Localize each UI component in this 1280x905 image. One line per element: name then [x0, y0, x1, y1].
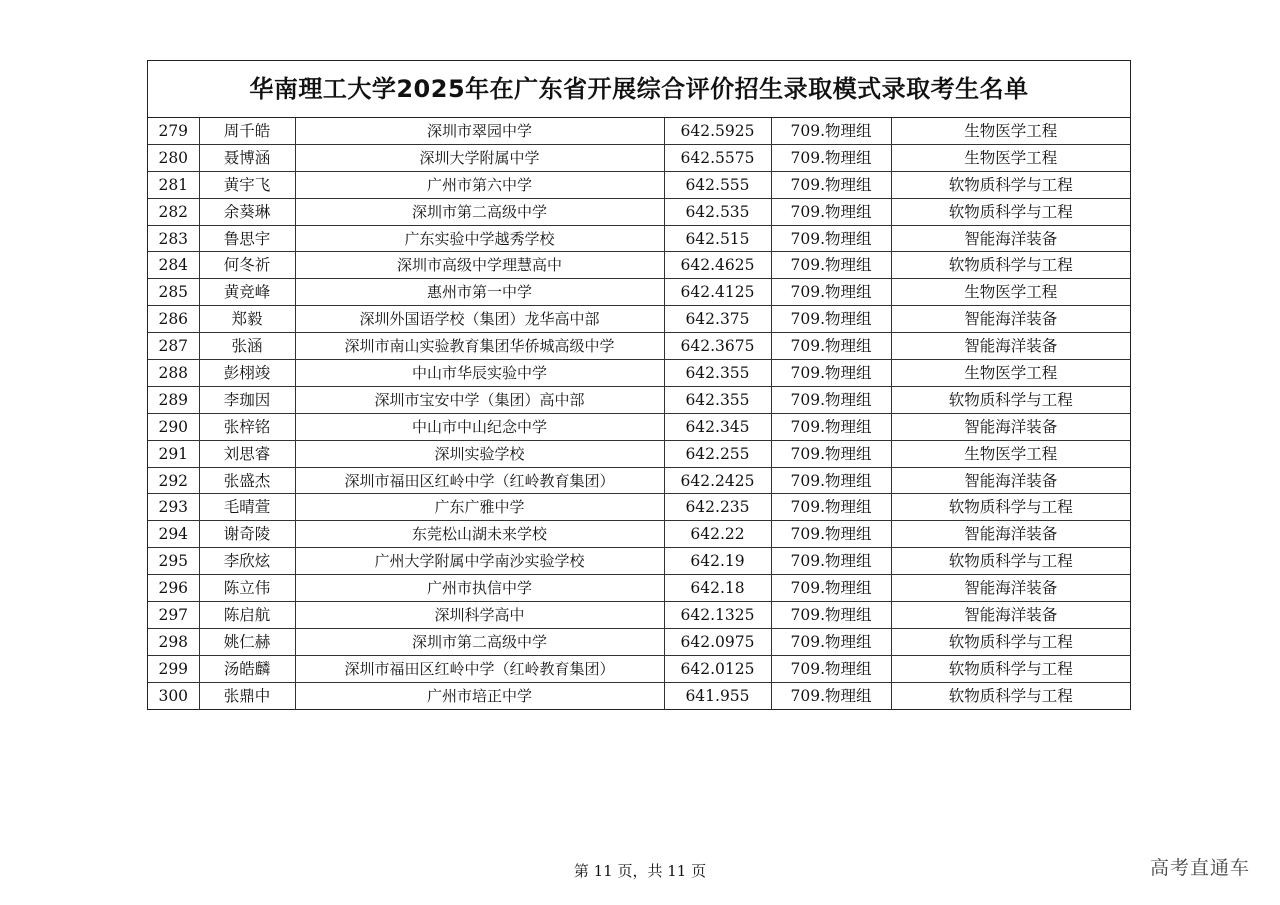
table-row: [148, 306, 1130, 333]
table-row: [148, 360, 1130, 387]
cell-serial-number: 289: [148, 386, 199, 413]
document-title: 华南理工大学2025年在广东省开展综合评价招生录取模式录取考生名单: [148, 61, 1130, 118]
cell-student-name: 谢奇陵: [199, 521, 295, 548]
table-row: [148, 225, 1130, 252]
cell-major: 软物质科学与工程: [891, 655, 1130, 682]
cell-major: 智能海洋装备: [891, 521, 1130, 548]
cell-subject-group: 709.物理组: [771, 682, 891, 708]
page-number-footer: 第 11 页，共 11 页: [573, 862, 707, 880]
cell-school: 深圳市高级中学理慧高中: [295, 252, 664, 279]
cell-student-name: 毛晴萱: [199, 494, 295, 521]
cell-serial-number: 295: [148, 548, 199, 575]
cell-student-name: 李欣炫: [199, 548, 295, 575]
cell-subject-group: 709.物理组: [771, 118, 891, 144]
cell-major: 生物医学工程: [891, 144, 1130, 171]
cell-student-name: 黄竞峰: [199, 279, 295, 306]
cell-major: 智能海洋装备: [891, 333, 1130, 360]
cell-student-name: 彭栩竣: [199, 360, 295, 387]
cell-student-name: 鲁思宇: [199, 225, 295, 252]
cell-subject-group: 709.物理组: [771, 279, 891, 306]
cell-school: 广东实验中学越秀学校: [295, 225, 664, 252]
table-row: [148, 333, 1130, 360]
cell-score: 642.4125: [664, 279, 771, 306]
admission-list-sheet: [147, 60, 1131, 710]
cell-score: 642.235: [664, 494, 771, 521]
cell-score: 642.515: [664, 225, 771, 252]
cell-subject-group: 709.物理组: [771, 386, 891, 413]
cell-subject-group: 709.物理组: [771, 171, 891, 198]
cell-serial-number: 283: [148, 225, 199, 252]
cell-score: 642.1325: [664, 602, 771, 629]
table-row: [148, 440, 1130, 467]
table-row: [148, 655, 1130, 682]
cell-school: 广东广雅中学: [295, 494, 664, 521]
table-row: [148, 252, 1130, 279]
cell-school: 中山市中山纪念中学: [295, 413, 664, 440]
cell-major: 软物质科学与工程: [891, 252, 1130, 279]
cell-subject-group: 709.物理组: [771, 521, 891, 548]
cell-subject-group: 709.物理组: [771, 467, 891, 494]
cell-score: 642.255: [664, 440, 771, 467]
cell-subject-group: 709.物理组: [771, 306, 891, 333]
cell-student-name: 黄宇飞: [199, 171, 295, 198]
table-row: [148, 467, 1130, 494]
cell-score: 642.22: [664, 521, 771, 548]
cell-school: 深圳实验学校: [295, 440, 664, 467]
table-row: [148, 279, 1130, 306]
cell-school: 广州市执信中学: [295, 575, 664, 602]
cell-subject-group: 709.物理组: [771, 413, 891, 440]
cell-student-name: 余葵琳: [199, 198, 295, 225]
table-row: [148, 682, 1130, 708]
cell-subject-group: 709.物理组: [771, 602, 891, 629]
cell-school: 广州市第六中学: [295, 171, 664, 198]
cell-serial-number: 287: [148, 333, 199, 360]
cell-serial-number: 280: [148, 144, 199, 171]
cell-student-name: 陈立伟: [199, 575, 295, 602]
cell-student-name: 何冬祈: [199, 252, 295, 279]
cell-score: 642.375: [664, 306, 771, 333]
cell-student-name: 刘思睿: [199, 440, 295, 467]
table-row: [148, 118, 1130, 144]
cell-school: 深圳市第二高级中学: [295, 198, 664, 225]
cell-school: 深圳大学附属中学: [295, 144, 664, 171]
cell-score: 642.18: [664, 575, 771, 602]
cell-school: 深圳外国语学校（集团）龙华高中部: [295, 306, 664, 333]
cell-student-name: 陈启航: [199, 602, 295, 629]
cell-serial-number: 294: [148, 521, 199, 548]
table-row: [148, 575, 1130, 602]
cell-student-name: 张鼎中: [199, 682, 295, 708]
cell-serial-number: 300: [148, 682, 199, 708]
cell-school: 深圳市南山实验教育集团华侨城高级中学: [295, 333, 664, 360]
cell-serial-number: 291: [148, 440, 199, 467]
cell-score: 642.555: [664, 171, 771, 198]
cell-student-name: 李珈因: [199, 386, 295, 413]
cell-student-name: 张涵: [199, 333, 295, 360]
cell-serial-number: 293: [148, 494, 199, 521]
cell-school: 深圳市宝安中学（集团）高中部: [295, 386, 664, 413]
cell-score: 642.0125: [664, 655, 771, 682]
cell-major: 生物医学工程: [891, 279, 1130, 306]
cell-serial-number: 292: [148, 467, 199, 494]
cell-major: 软物质科学与工程: [891, 198, 1130, 225]
table-body: [148, 118, 1130, 709]
admission-table: [148, 118, 1130, 709]
cell-score: 641.955: [664, 682, 771, 708]
cell-subject-group: 709.物理组: [771, 494, 891, 521]
cell-score: 642.3675: [664, 333, 771, 360]
table-row: [148, 628, 1130, 655]
watermark-logo-text: 高考直通车: [1149, 857, 1250, 879]
table-row: [148, 386, 1130, 413]
cell-major: 智能海洋装备: [891, 306, 1130, 333]
cell-score: 642.2425: [664, 467, 771, 494]
cell-score: 642.355: [664, 386, 771, 413]
cell-subject-group: 709.物理组: [771, 252, 891, 279]
cell-serial-number: 281: [148, 171, 199, 198]
cell-subject-group: 709.物理组: [771, 628, 891, 655]
cell-subject-group: 709.物理组: [771, 548, 891, 575]
cell-school: 深圳科学高中: [295, 602, 664, 629]
cell-subject-group: 709.物理组: [771, 440, 891, 467]
cell-serial-number: 299: [148, 655, 199, 682]
cell-score: 642.5925: [664, 118, 771, 144]
cell-student-name: 周千皓: [199, 118, 295, 144]
cell-serial-number: 290: [148, 413, 199, 440]
cell-score: 642.0975: [664, 628, 771, 655]
cell-serial-number: 285: [148, 279, 199, 306]
cell-serial-number: 286: [148, 306, 199, 333]
cell-school: 中山市华辰实验中学: [295, 360, 664, 387]
cell-subject-group: 709.物理组: [771, 198, 891, 225]
cell-score: 642.345: [664, 413, 771, 440]
table-row: [148, 198, 1130, 225]
cell-subject-group: 709.物理组: [771, 655, 891, 682]
table-row: [148, 521, 1130, 548]
cell-major: 生物医学工程: [891, 118, 1130, 144]
cell-serial-number: 298: [148, 628, 199, 655]
table-row: [148, 494, 1130, 521]
cell-school: 惠州市第一中学: [295, 279, 664, 306]
cell-school: 深圳市翠园中学: [295, 118, 664, 144]
table-row: [148, 548, 1130, 575]
cell-score: 642.535: [664, 198, 771, 225]
cell-school: 广州市培正中学: [295, 682, 664, 708]
cell-major: 软物质科学与工程: [891, 386, 1130, 413]
cell-school: 广州大学附属中学南沙实验学校: [295, 548, 664, 575]
cell-student-name: 郑毅: [199, 306, 295, 333]
table-row: [148, 171, 1130, 198]
cell-subject-group: 709.物理组: [771, 333, 891, 360]
cell-major: 智能海洋装备: [891, 225, 1130, 252]
cell-serial-number: 279: [148, 118, 199, 144]
table-row: [148, 602, 1130, 629]
cell-serial-number: 296: [148, 575, 199, 602]
cell-student-name: 聂博涵: [199, 144, 295, 171]
cell-student-name: 张梓铭: [199, 413, 295, 440]
cell-score: 642.4625: [664, 252, 771, 279]
cell-score: 642.19: [664, 548, 771, 575]
cell-major: 智能海洋装备: [891, 602, 1130, 629]
table-row: [148, 413, 1130, 440]
cell-student-name: 姚仁赫: [199, 628, 295, 655]
cell-score: 642.355: [664, 360, 771, 387]
cell-subject-group: 709.物理组: [771, 575, 891, 602]
cell-serial-number: 284: [148, 252, 199, 279]
cell-major: 智能海洋装备: [891, 467, 1130, 494]
cell-subject-group: 709.物理组: [771, 225, 891, 252]
cell-major: 生物医学工程: [891, 440, 1130, 467]
cell-major: 智能海洋装备: [891, 575, 1130, 602]
cell-school: 深圳市第二高级中学: [295, 628, 664, 655]
cell-major: 软物质科学与工程: [891, 682, 1130, 708]
cell-serial-number: 282: [148, 198, 199, 225]
cell-subject-group: 709.物理组: [771, 360, 891, 387]
cell-major: 软物质科学与工程: [891, 494, 1130, 521]
cell-student-name: 汤皓麟: [199, 655, 295, 682]
cell-major: 软物质科学与工程: [891, 548, 1130, 575]
cell-school: 深圳市福田区红岭中学（红岭教育集团）: [295, 655, 664, 682]
cell-serial-number: 288: [148, 360, 199, 387]
cell-score: 642.5575: [664, 144, 771, 171]
table-row: [148, 144, 1130, 171]
cell-major: 智能海洋装备: [891, 413, 1130, 440]
cell-serial-number: 297: [148, 602, 199, 629]
cell-major: 软物质科学与工程: [891, 628, 1130, 655]
cell-major: 生物医学工程: [891, 360, 1130, 387]
cell-major: 软物质科学与工程: [891, 171, 1130, 198]
cell-school: 深圳市福田区红岭中学（红岭教育集团）: [295, 467, 664, 494]
cell-student-name: 张盛杰: [199, 467, 295, 494]
cell-school: 东莞松山湖未来学校: [295, 521, 664, 548]
cell-subject-group: 709.物理组: [771, 144, 891, 171]
